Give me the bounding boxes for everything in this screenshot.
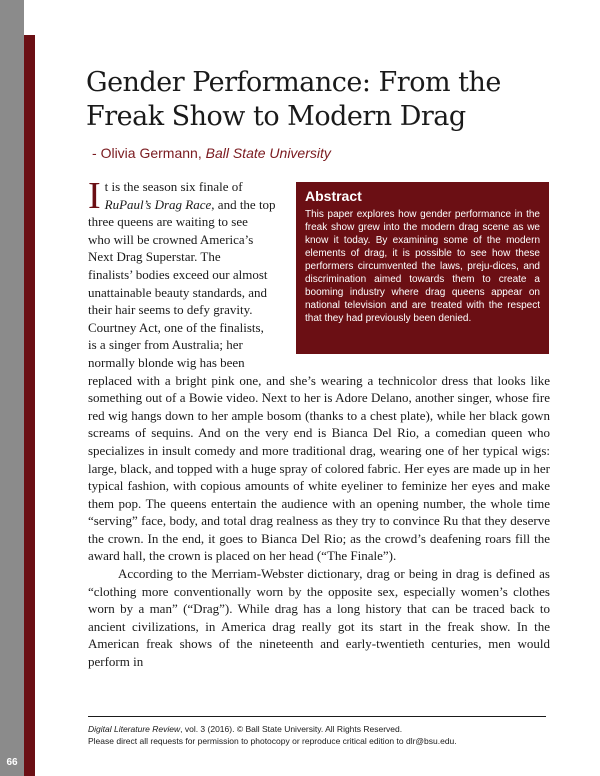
text-line: Next Drag Superstar. The	[88, 249, 221, 265]
author-affiliation: Ball State University	[205, 145, 331, 161]
abstract-text: This paper explores how gender performance in the freak show grew into the modern drag scene as we know it today. By examining some of the modern elements of drag, it is possible to see how these performers circumvented the laws, preju-dices, and discrimination aimed towards them to create a booming industry where drag queens appear on national television and are treated with the respect that they had previously been denied.	[305, 209, 540, 324]
journal-name: Digital Literature Review	[88, 724, 181, 734]
text-line: normally blonde wig has been	[88, 354, 245, 370]
text-line: is a singer from Australia; her	[88, 337, 243, 353]
show-title: RuPaul’s Drag Race	[104, 196, 212, 212]
footer-permission: Please direct all requests for permission to photocopy or reproduce critical edition to dlr@bsu.edu.	[88, 736, 457, 746]
text-line: Courtney Act, one of the finalists,	[88, 319, 264, 335]
title-line-2: Freak Show to Modern Drag	[86, 101, 466, 132]
paragraph-2: According to the Merriam-Webster dictionary, drag or being in drag is defined as “clothing more conventionally worn by the opposite sex, especially women’s clothes worn by a man” (“Drag”). While drag has a long history that can be traced back to ancient civilizations, in America drag really got its start in the freak show. In the American freak shows of the nineteenth and early-twentieth centuries, men would perform in	[88, 566, 550, 670]
text-fragment: , and the top	[211, 196, 276, 212]
text-line: unattainable beauty standards, and	[88, 284, 268, 300]
text-line: three queens are waiting to see	[88, 214, 248, 230]
narrow-column	[88, 175, 293, 372]
footer-citation	[88, 723, 558, 735]
text-line	[88, 175, 293, 217]
accent-strip	[24, 35, 35, 776]
author-name: Olivia Germann,	[100, 145, 202, 161]
paragraph-1-continued: replaced with a bright pink one, and she’s wearing a technicolor dress that looks like something out of a Bowie video. Next to her is Adore Delano, another singer, whose fire red wig hangs down to her ample bosom (thanks to a chest plate), while her black gown screams of sequins. And on the very end is Bianca Del Rio, a comedian queen who specializes in insult comedy and more traditional drag, wearing one of her typical wigs: large, black, and topped with a huge spray of colored fabric. Her eyes are made up in her typical fashion, with copious amounts of white eyeliner to feminize her eyes and make them pop. The queens entertain the audience with an opening number, the whole time “serving” face, body, and total drag realness as they try to convince Ru that they deserve the crown. In the end, it goes to Bianca Del Rio; as the crowd’s deafening roars fill the award hall, the crown is placed on her head (“The Finale”).	[88, 372, 550, 564]
author-prefix: -	[92, 145, 97, 161]
footer	[88, 723, 558, 747]
text-line: finalists’ bodies exceed our almost	[88, 266, 268, 282]
text-line: who will be crowned America’s	[88, 231, 254, 247]
footer-divider	[88, 716, 546, 717]
title-line-1: Gender Performance: From the	[86, 67, 501, 98]
abstract-heading: Abstract	[305, 188, 362, 204]
drop-cap: I	[88, 175, 101, 217]
citation-text: , vol. 3 (2016). © Ball State University. All Rights Reserved.	[180, 724, 403, 734]
paragraph-1	[88, 175, 550, 565]
text-fragment: t is the season six finale of	[104, 179, 243, 194]
author-line	[92, 145, 331, 161]
text-line: their hair seems to defy gravity.	[88, 302, 253, 318]
page-number: 66	[6, 757, 18, 768]
page-title	[86, 66, 556, 134]
page-margin-strip	[0, 0, 24, 776]
article-body	[88, 175, 550, 671]
